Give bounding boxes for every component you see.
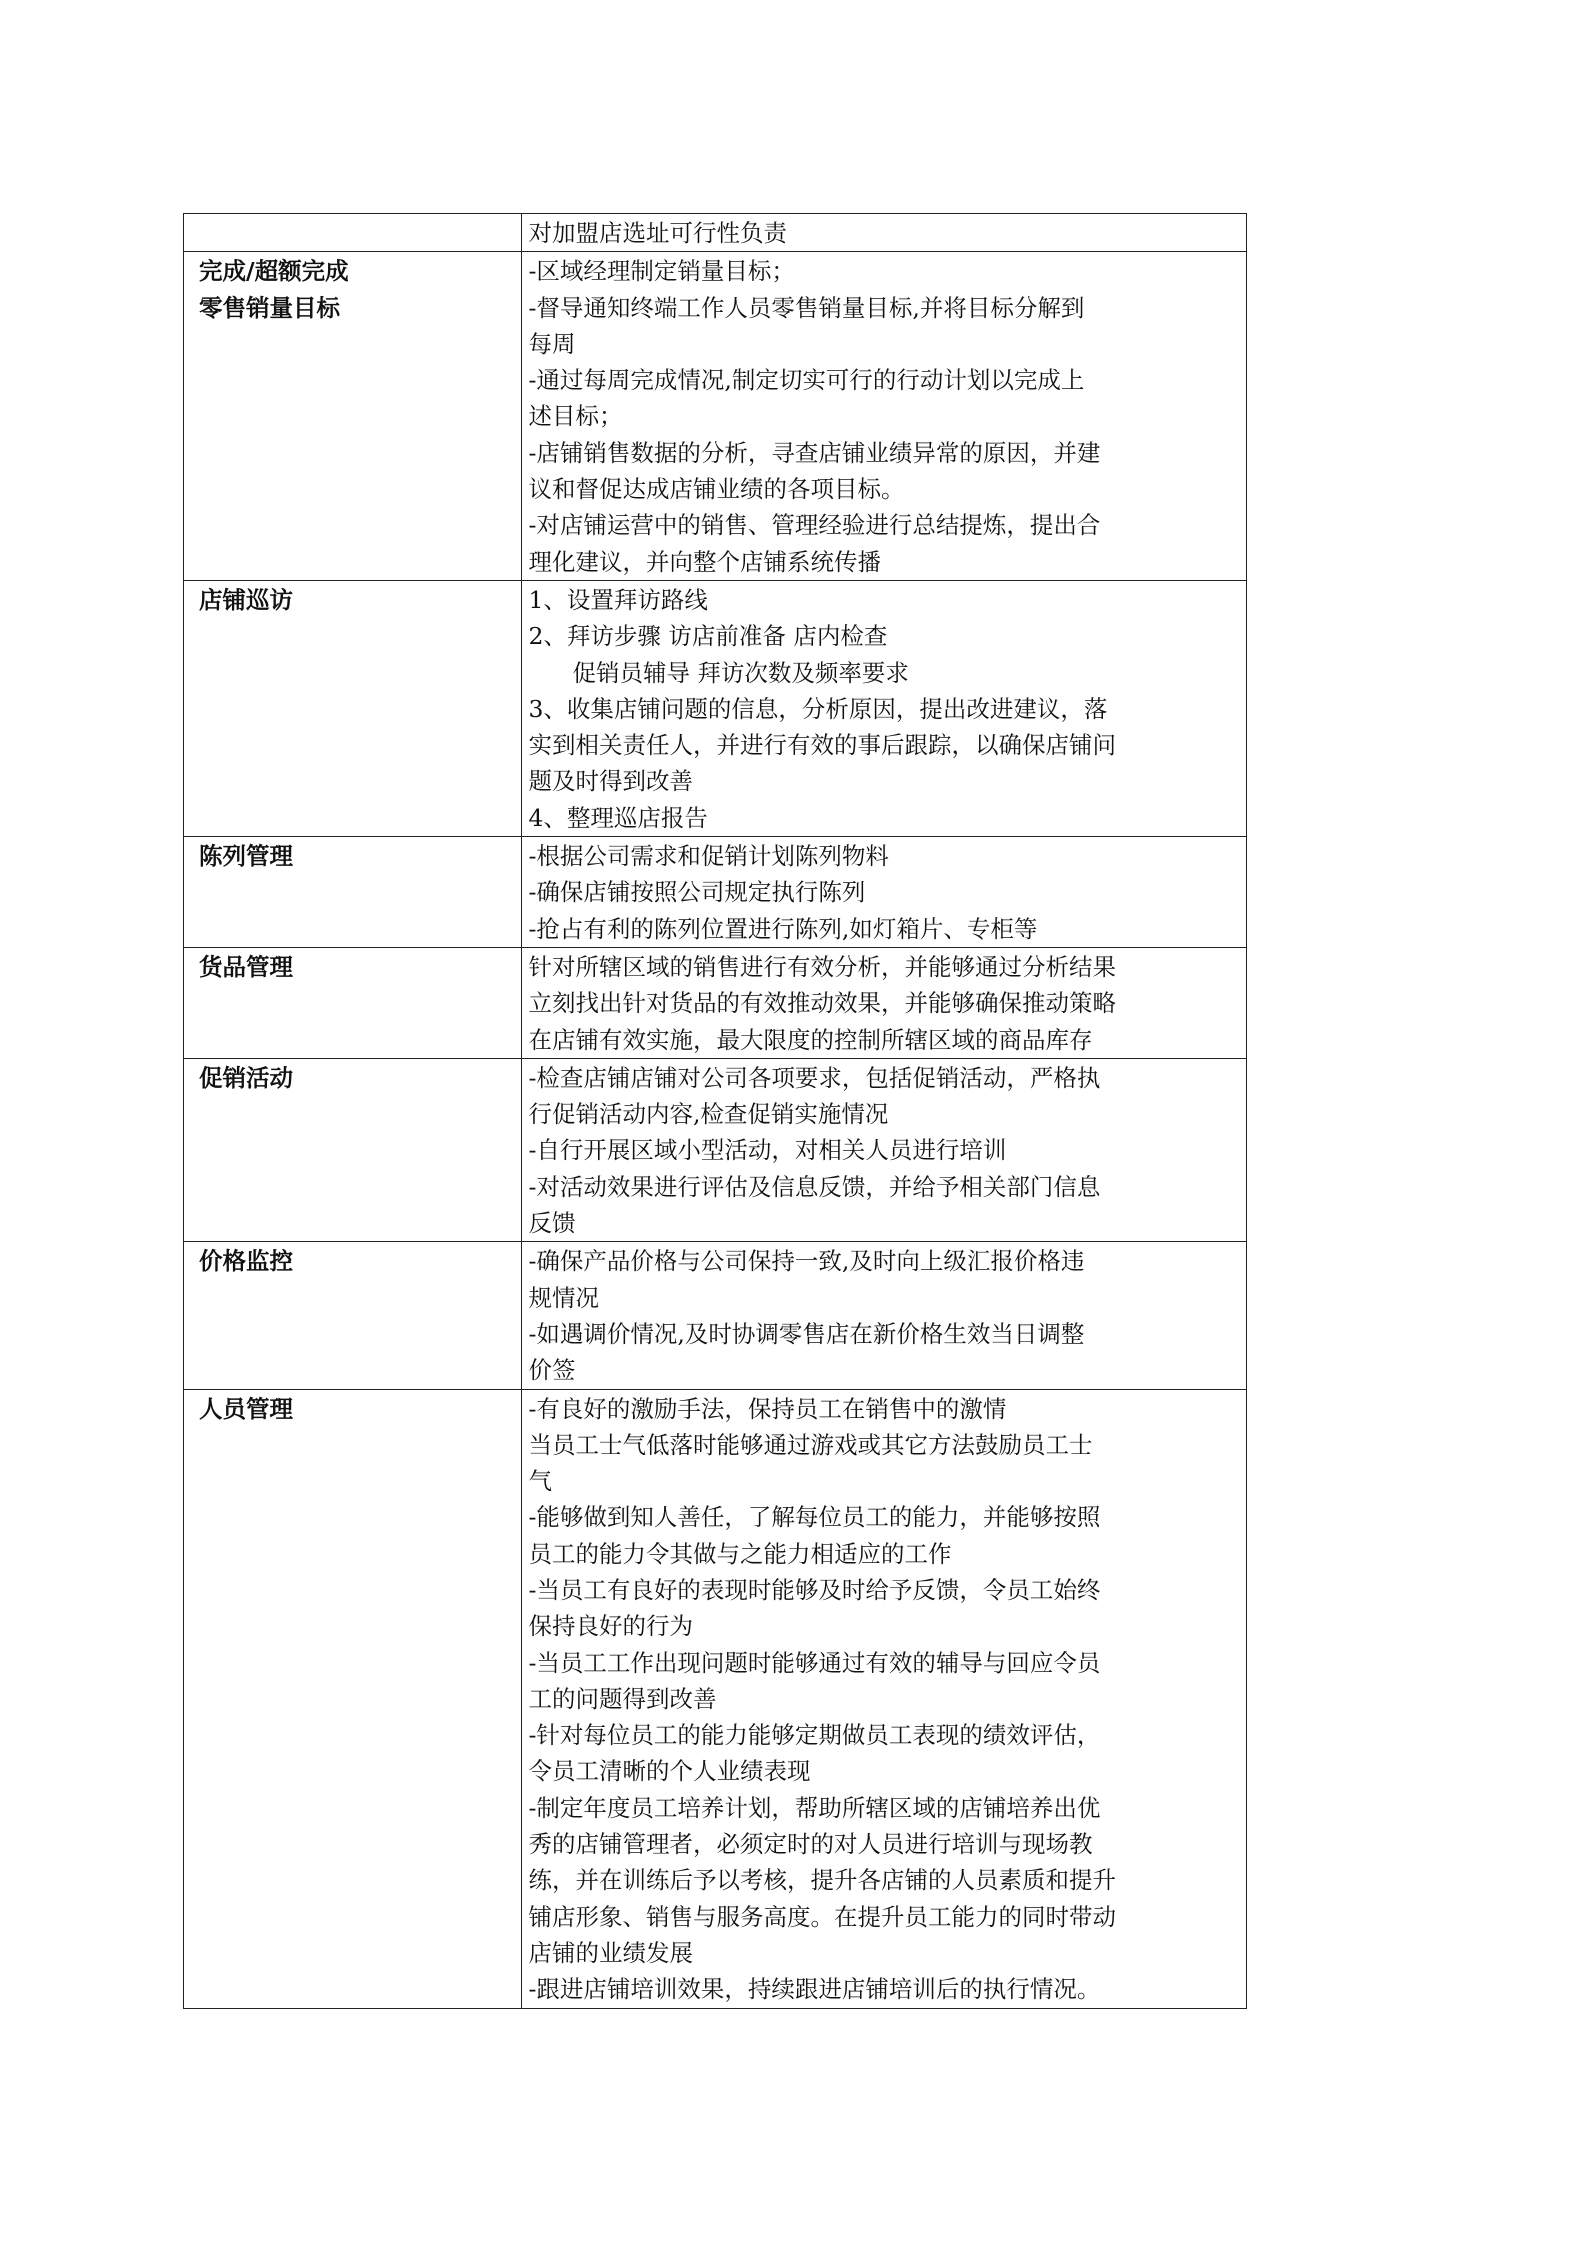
content-line: 述目标； [528,402,623,431]
content-line: -确保店铺按照公司规定执行陈列 [528,878,866,907]
row-label-cell [184,252,522,581]
content-line: -对活动效果进行评估及信息反馈，并给予相关部门信息 [528,1172,1101,1201]
row-label: 货品管理 [199,952,293,981]
content-line: -通过每周完成情况,制定切实可行的行动计划以完成上 [528,366,1085,395]
responsibility-table [183,213,1247,2009]
row-content-cell [522,947,1247,1058]
content-line: 员工的能力令其做与之能力相适应的工作 [528,1539,952,1568]
content-line: -自行开展区域小型活动，对相关人员进行培训 [528,1136,1007,1165]
content-line: -如遇调价情况,及时协调零售店在新价格生效当日调整 [528,1319,1085,1348]
content-line: -检查店铺店铺对公司各项要求，包括促销活动，严格执 [528,1063,1101,1092]
row-content-cell [522,252,1247,581]
content-line: -制定年度员工培养计划，帮助所辖区域的店铺培养出优 [528,1793,1101,1822]
row-label-cell [184,580,522,836]
row-content-cell [522,1242,1247,1389]
content-line: 规情况 [528,1283,599,1312]
content-line: 保持良好的行为 [528,1612,693,1641]
table-row [184,837,1247,948]
content-line: -有良好的激励手法，保持员工在销售中的激情 [528,1394,1007,1423]
content-line: -店铺销售数据的分析，寻查店铺业绩异常的原因，并建 [528,438,1101,467]
content-line: 反馈 [528,1209,576,1238]
row-label: 促销活动 [199,1063,293,1092]
table-row [184,1242,1247,1389]
content-line: 每周 [528,329,576,358]
row-content-cell [522,837,1247,948]
row-label-cell [184,214,522,252]
row-label: 人员管理 [199,1394,293,1423]
content-line: -根据公司需求和促销计划陈列物料 [528,842,889,871]
content-line: 铺店形象、销售与服务高度。在提升员工能力的同时带动 [528,1902,1116,1931]
content-line: -抢占有利的陈列位置进行陈列,如灯箱片、专柜等 [528,914,1038,943]
content-line: 理化建议，并向整个店铺系统传播 [528,547,881,576]
row-label-cell [184,1242,522,1389]
table-row [184,1389,1247,2008]
content-line: 在店铺有效实施，最大限度的控制所辖区域的商品库存 [528,1025,1093,1054]
content-line: 2、拜访步骤 访店前准备 店内检查 [528,622,888,651]
row-content-cell [522,580,1247,836]
content-line: -区域经理制定销量目标； [528,257,795,286]
content-line: 针对所辖区域的销售进行有效分析，并能够通过分析结果 [528,952,1116,981]
content-line: 议和督促达成店铺业绩的各项目标。 [528,475,905,504]
content-line: 工的问题得到改善 [528,1684,717,1713]
content-line: 1、设置拜访路线 [528,585,708,614]
content-line: -对店铺运营中的销售、管理经验进行总结提炼，提出合 [528,511,1101,540]
row-label: 完成/超额完成 [199,257,349,286]
content-line: 3、收集店铺问题的信息，分析原因，提出改进建议，落 [528,694,1108,723]
row-label-cell [184,837,522,948]
content-line: 立刻找出针对货品的有效推动效果，并能够确保推动策略 [528,989,1116,1018]
row-content-cell [522,1058,1247,1241]
row-label-cell [184,1389,522,2008]
content-line: 秀的店铺管理者，必须定时的对人员进行培训与现场教 [528,1830,1093,1859]
content-line: 4、整理巡店报告 [528,803,708,832]
row-content-cell [522,1389,1247,2008]
row-label: 价格监控 [199,1247,293,1276]
table-row [184,252,1247,581]
content-line: -跟进店铺培训效果，持续跟进店铺培训后的执行情况。 [528,1975,1101,2004]
content-line: 当员工士气低落时能够通过游戏或其它方法鼓励员工士 [528,1430,1093,1459]
row-label-cell [184,947,522,1058]
content-line: -当员工工作出现问题时能够通过有效的辅导与回应令员 [528,1648,1101,1677]
content-line: -当员工有良好的表现时能够及时给予反馈，令员工始终 [528,1575,1101,1604]
content-line: 价签 [528,1356,576,1385]
table-row [184,580,1247,836]
row-label: 零售销量目标 [199,293,340,322]
content-line: -针对每位员工的能力能够定期做员工表现的绩效评估， [528,1721,1101,1750]
row-content-cell [522,214,1247,252]
row-label-cell [184,1058,522,1241]
content-line: 促销员辅导 拜访次数及频率要求 [572,658,909,687]
content-line: 令员工清晰的个人业绩表现 [528,1757,811,1786]
content-line: 对加盟店选址可行性负责 [528,219,787,247]
content-line: 气 [528,1467,552,1496]
table-row [184,947,1247,1058]
content-line: -督导通知终端工作人员零售销量目标,并将目标分解到 [528,293,1085,322]
content-line: 店铺的业绩发展 [528,1938,693,1967]
row-label: 陈列管理 [199,842,293,871]
content-line: 行促销活动内容,检查促销实施情况 [528,1100,889,1129]
content-line: 练，并在训练后予以考核，提升各店铺的人员素质和提升 [528,1866,1116,1895]
content-line: 题及时得到改善 [528,767,693,796]
table-row [184,1058,1247,1241]
content-line: -能够做到知人善任，了解每位员工的能力，并能够按照 [528,1503,1101,1532]
content-line: 实到相关责任人，并进行有效的事后跟踪，以确保店铺问 [528,731,1116,760]
content-line: -确保产品价格与公司保持一致,及时向上级汇报价格违 [528,1247,1085,1276]
row-label: 店铺巡访 [199,585,293,614]
table-row [184,214,1247,252]
